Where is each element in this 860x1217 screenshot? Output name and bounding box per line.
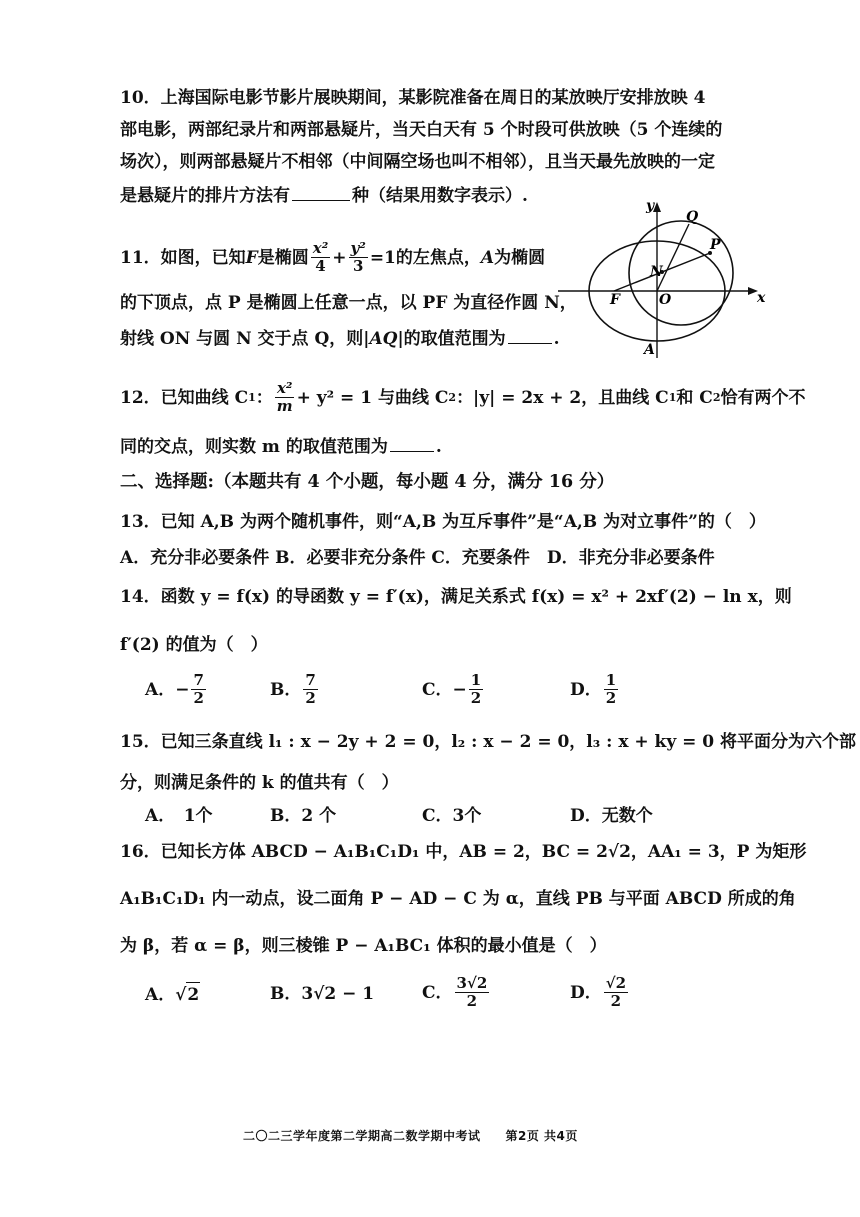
- q16-option-d-label: D．: [570, 982, 602, 1003]
- q10-line4: [120, 184, 528, 208]
- label-A: A: [644, 342, 655, 358]
- q11-text-c: 是椭圆: [257, 247, 309, 268]
- section-2-heading: 二、选择题:（本题共有 4 个小题，每小题 4 分，满分 16 分）: [120, 472, 615, 492]
- q14-option-b-den: 2: [305, 689, 316, 707]
- q14-option-a-sign: −: [175, 679, 190, 700]
- q16-option-b: [270, 982, 374, 1006]
- q12-frac-den: m: [276, 397, 293, 415]
- q16-option-c-frac: [455, 975, 490, 1010]
- q12-sub2: 2: [448, 390, 457, 404]
- q13-line1: 13．已知 A,B 为两个随机事件，则“A,B 为互斥事件”是“A,B 为对立事件”的（ ）: [120, 512, 766, 532]
- q16-option-c: [422, 975, 491, 1010]
- q10-line4-tail: 种（结果用数字表示）.: [352, 186, 528, 206]
- q10-line2: 部电影，两部纪录片和两部悬疑片，当天白天有 5 个时段可供放映（5 个连续的: [120, 120, 723, 140]
- q12-line1: [120, 380, 805, 415]
- q16-option-a: [145, 982, 200, 1007]
- q11-A: A: [480, 247, 495, 268]
- q16-option-c-den: 2: [466, 992, 478, 1010]
- q16-line1: 16．已知长方体 ABCD − A₁B₁C₁D₁ 中，AB = 2，BC = 2√2，AA₁ = 3，P 为矩形: [120, 842, 807, 862]
- q12-text-b: ：: [255, 387, 273, 408]
- q11-frac-x-num: x²: [312, 239, 329, 257]
- q11-frac-y: [349, 240, 368, 275]
- q10-line3: 场次），则两部悬疑片不相邻（中间隔空场也叫不相邻），且当天最先放映的一定: [120, 152, 715, 172]
- q14-option-a-num: 7: [193, 671, 204, 689]
- q15-option-a: A． 1个: [145, 806, 213, 826]
- q16-line2: A₁B₁C₁D₁ 内一动点，设二面角 P − AD − C 为 α，直线 PB 与平面 ABCD 所成的角: [120, 889, 796, 909]
- q14-line1: 14．函数 y = f(x) 的导函数 y = f′(x)，满足关系式 f(x) = x² + 2xf′(2) − ln x，则: [120, 587, 792, 607]
- q14-line2: f′(2) 的值为（ ）: [120, 635, 268, 655]
- q11-line3-text2: 的取值范围为: [403, 329, 506, 349]
- label-N: N: [650, 264, 663, 280]
- ray-ON: [657, 224, 689, 291]
- q11-line3: [120, 327, 560, 351]
- q11-plus: +: [332, 247, 347, 268]
- q12-text-d: ：|y| = 2x + 2，且曲线 C: [456, 387, 669, 408]
- q15-option-d: D．无数个: [570, 806, 653, 826]
- q11-line1: [120, 240, 545, 275]
- q16-option-d-frac: [604, 975, 628, 1010]
- q16-option-b-label: B．: [270, 984, 302, 1004]
- q16-option-c-num: 3√2: [456, 974, 488, 992]
- q16-line3: 为 β，若 α = β，则三棱锥 P − A₁BC₁ 体积的最小值是（ ）: [120, 936, 607, 956]
- q14-option-c-den: 2: [470, 689, 482, 707]
- q12-sub4: 2: [712, 390, 721, 404]
- q11-text-a: 11．如图，已知: [120, 247, 246, 268]
- q14-option-a-label: A．: [145, 679, 176, 700]
- q14-option-c-label: C．: [422, 679, 453, 700]
- q12-text-c: + y² = 1 与曲线 C: [296, 387, 449, 408]
- q14-option-b-num: 7: [305, 671, 316, 689]
- q11-F: F: [245, 247, 258, 268]
- label-y: y: [646, 198, 655, 214]
- q12-sub3: 1: [668, 390, 677, 404]
- q11-text-d: =1的左焦点，: [369, 247, 481, 268]
- ellipse-figure: [558, 196, 770, 360]
- q14-option-c-sign: −: [452, 679, 467, 700]
- q10-answer-blank: [292, 186, 350, 201]
- q11-frac-x: [311, 240, 331, 275]
- q11-frac-y-den: 3: [352, 257, 364, 275]
- q10-line4-text: 是悬疑片的排片方法有: [120, 186, 290, 206]
- q16-option-a-value: 2: [186, 982, 200, 1007]
- q16-option-a-label: A．: [145, 984, 176, 1005]
- q14-option-b-label: B．: [270, 679, 302, 700]
- q12-line2: [120, 435, 442, 459]
- q14-option-c-frac: [469, 672, 483, 707]
- q15-option-b: B．2 个: [270, 806, 337, 826]
- label-O: O: [659, 292, 672, 308]
- q15-line1: 15．已知三条直线 l₁ : x − 2y + 2 = 0，l₂ : x − 2 = 0，l₃ : x + ky = 0 将平面分为六个部: [120, 732, 857, 752]
- q16-option-b-value: 3√2 − 1: [301, 984, 375, 1004]
- q12-text-f: 恰有两个不: [720, 387, 806, 408]
- q12-frac-num: x²: [276, 379, 293, 397]
- q12-sub1: 1: [248, 390, 256, 404]
- q11-frac-y-num: y²: [350, 239, 366, 257]
- q11-text-f: 为椭圆: [494, 247, 546, 268]
- label-P: P: [710, 237, 721, 253]
- q14-option-d-num: 1: [605, 671, 617, 689]
- q14-option-d-label: D．: [570, 679, 602, 700]
- q11-line3-text: 射线 ON 与圆 N 交于点 Q，则: [120, 329, 364, 349]
- q11-answer-blank: [508, 329, 552, 344]
- q10-line1: 10．上海国际电影节影片展映期间，某影院准备在周日的某放映厅安排放映 4: [120, 88, 706, 108]
- q12-answer-blank: [390, 437, 434, 452]
- q13-options: A．充分非必要条件 B．必要非充分条件 C．充要条件 D．非充分非必要条件: [120, 548, 715, 568]
- q11-line2: 的下顶点，点 P 是椭圆上任意一点，以 PF 为直径作圆 N，: [120, 293, 577, 313]
- q16-option-d-num: √2: [605, 974, 627, 992]
- q16-option-c-label: C．: [422, 982, 453, 1003]
- q14-option-c-num: 1: [470, 671, 482, 689]
- q12-line2-end: .: [435, 437, 442, 457]
- q14-option-a: [145, 672, 208, 707]
- y-axis-arrow: [653, 202, 661, 212]
- q16-option-d-den: 2: [610, 992, 622, 1010]
- q11-line3-end: .: [553, 329, 560, 349]
- label-F: F: [610, 292, 620, 308]
- q11-AQ: |AQ|: [363, 329, 404, 349]
- q14-option-b-frac: [303, 672, 317, 707]
- q14-option-d: [570, 672, 620, 707]
- label-x: x: [757, 290, 766, 306]
- page-footer: 二〇二三学年度第二学期高二数学期中考试 第2页 共4页: [243, 1129, 578, 1143]
- q14-option-a-frac: [191, 672, 205, 707]
- q16-option-d: [570, 975, 630, 1010]
- q12-text-a: 12．已知曲线 C: [120, 387, 249, 408]
- q14-option-a-den: 2: [193, 689, 204, 707]
- q14-option-d-frac: [604, 672, 618, 707]
- q12-text-e: 和 C: [676, 387, 713, 408]
- q12-line2-text: 同的交点，则实数 m 的取值范围为: [120, 437, 388, 457]
- q15-option-c: C．3个: [422, 806, 482, 826]
- q12-frac: [275, 380, 295, 415]
- q14-option-c: [422, 672, 485, 707]
- q11-frac-x-den: 4: [315, 257, 326, 275]
- label-Q: Q: [686, 209, 699, 225]
- q14-option-d-den: 2: [605, 689, 617, 707]
- q14-option-b: [270, 672, 320, 707]
- q15-line2: 分，则满足条件的 k 的值共有（ ）: [120, 773, 399, 793]
- q16-option-a-radical: √: [175, 984, 187, 1005]
